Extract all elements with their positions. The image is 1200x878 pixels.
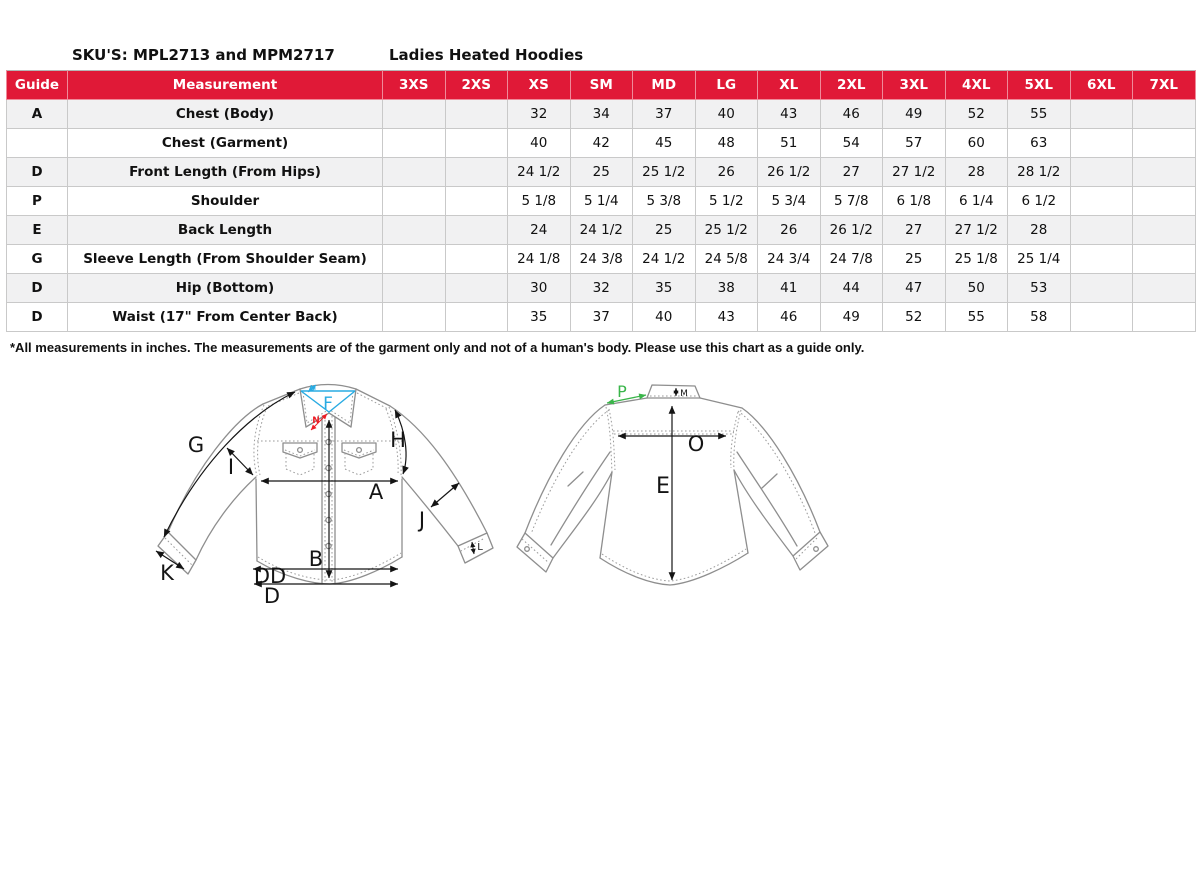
value-cell: 26 (758, 216, 821, 245)
label-j: J (418, 508, 426, 532)
label-i: I (227, 455, 235, 479)
back-labels (617, 382, 704, 499)
value-cell: 38 (695, 274, 758, 303)
column-header-4xl: 4XL (945, 71, 1008, 100)
value-cell: 32 (508, 100, 571, 129)
value-cell: 24 5/8 (695, 245, 758, 274)
measurement-cell: Waist (17" From Center Back) (68, 303, 383, 332)
value-cell: 24 1/2 (633, 245, 696, 274)
value-cell: 49 (883, 100, 946, 129)
value-cell: 27 (883, 216, 946, 245)
value-cell: 45 (633, 129, 696, 158)
value-cell: 57 (883, 129, 946, 158)
guide-cell: D (7, 303, 68, 332)
value-cell: 6 1/4 (945, 187, 1008, 216)
value-cell: 55 (945, 303, 1008, 332)
measurement-cell: Shoulder (68, 187, 383, 216)
value-cell: 35 (508, 303, 571, 332)
column-header-lg: LG (695, 71, 758, 100)
value-cell: 5 1/4 (570, 187, 633, 216)
value-cell: 41 (758, 274, 821, 303)
value-cell: 24 1/2 (570, 216, 633, 245)
label-b: B (308, 547, 324, 571)
value-cell: 5 1/2 (695, 187, 758, 216)
value-cell: 6 1/2 (1008, 187, 1071, 216)
column-header-6xl: 6XL (1070, 71, 1133, 100)
value-cell: 52 (945, 100, 1008, 129)
value-cell: 27 (820, 158, 883, 187)
guide-cell: D (7, 274, 68, 303)
value-cell: 51 (758, 129, 821, 158)
value-cell: 28 (945, 158, 1008, 187)
label-a: A (368, 480, 384, 504)
value-cell: 40 (695, 100, 758, 129)
label-g: G (187, 433, 205, 457)
label-k: K (160, 561, 174, 585)
label-m-back: M (680, 389, 688, 399)
column-header-xs: XS (508, 71, 571, 100)
label-d: D (263, 584, 281, 608)
column-header-sm: SM (570, 71, 633, 100)
value-cell: 43 (695, 303, 758, 332)
value-cell: 25 (570, 158, 633, 187)
column-header-7xl: 7XL (1133, 71, 1196, 100)
label-m-front: M (309, 384, 317, 392)
measurement-cell: Hip (Bottom) (68, 274, 383, 303)
column-header-2xl: 2XL (820, 71, 883, 100)
value-cell: 54 (820, 129, 883, 158)
value-cell: 52 (883, 303, 946, 332)
value-cell: 48 (695, 129, 758, 158)
value-cell: 25 1/2 (633, 158, 696, 187)
value-cell: 30 (508, 274, 571, 303)
label-e: E (656, 474, 670, 499)
value-cell: 47 (883, 274, 946, 303)
back-view-drawing (517, 382, 828, 585)
value-cell: 25 (883, 245, 946, 274)
value-cell: 55 (1008, 100, 1071, 129)
value-cell: 24 3/4 (758, 245, 821, 274)
value-cell: 26 1/2 (820, 216, 883, 245)
value-cell: 25 (633, 216, 696, 245)
footnote: *All measurements in inches. The measurements are of the garment only and not of a human's body. Please use this chart as a guide only. (10, 340, 865, 355)
value-cell: 63 (1008, 129, 1071, 158)
label-p: P (617, 382, 627, 401)
label-h: H (390, 428, 406, 452)
value-cell: 40 (633, 303, 696, 332)
value-cell: 5 3/8 (633, 187, 696, 216)
value-cell: 25 1/2 (695, 216, 758, 245)
value-cell: 37 (633, 100, 696, 129)
value-cell: 53 (1008, 274, 1071, 303)
sku-title: SKU'S: MPL2713 and MPM2717 (72, 46, 335, 64)
value-cell: 28 (1008, 216, 1071, 245)
column-header-md: MD (633, 71, 696, 100)
value-cell: 5 1/8 (508, 187, 571, 216)
label-f: F (323, 394, 333, 414)
measurement-cell: Chest (Garment) (68, 129, 383, 158)
column-header-guide: Guide (7, 71, 68, 100)
value-cell: 25 1/8 (945, 245, 1008, 274)
value-cell: 26 (695, 158, 758, 187)
product-title: Ladies Heated Hoodies (389, 46, 584, 64)
value-cell: 32 (570, 274, 633, 303)
measurement-cell: Sleeve Length (From Shoulder Seam) (68, 245, 383, 274)
guide-cell: A (7, 100, 68, 129)
front-view-drawing (156, 384, 493, 608)
value-cell: 24 1/2 (508, 158, 571, 187)
guide-cell: P (7, 187, 68, 216)
value-cell: 49 (820, 303, 883, 332)
value-cell: 24 3/8 (570, 245, 633, 274)
value-cell: 27 1/2 (883, 158, 946, 187)
value-cell: 35 (633, 274, 696, 303)
column-header-5xl: 5XL (1008, 71, 1071, 100)
value-cell: 34 (570, 100, 633, 129)
label-dd: DD (253, 564, 287, 588)
front-stitching (165, 392, 483, 582)
value-cell: 60 (945, 129, 1008, 158)
label-n: N (312, 416, 320, 426)
value-cell: 40 (508, 129, 571, 158)
measurement-cell: Front Length (From Hips) (68, 158, 383, 187)
value-cell: 24 1/8 (508, 245, 571, 274)
column-header-3xs: 3XS (383, 71, 446, 100)
label-l: L (477, 542, 483, 553)
value-cell: 5 7/8 (820, 187, 883, 216)
value-cell: 24 (508, 216, 571, 245)
value-cell: 28 1/2 (1008, 158, 1071, 187)
label-o: O (687, 432, 705, 456)
column-header-xl: XL (758, 71, 821, 100)
value-cell: 5 3/4 (758, 187, 821, 216)
value-cell: 43 (758, 100, 821, 129)
value-cell: 37 (570, 303, 633, 332)
measurement-cell: Back Length (68, 216, 383, 245)
value-cell: 27 1/2 (945, 216, 1008, 245)
value-cell: 46 (758, 303, 821, 332)
column-header-measurement: Measurement (68, 71, 383, 100)
value-cell: 25 1/4 (1008, 245, 1071, 274)
value-cell: 6 1/8 (883, 187, 946, 216)
column-header-2xs: 2XS (445, 71, 508, 100)
value-cell: 42 (570, 129, 633, 158)
guide-cell: E (7, 216, 68, 245)
value-cell: 58 (1008, 303, 1071, 332)
value-cell: 24 7/8 (820, 245, 883, 274)
value-cell: 26 1/2 (758, 158, 821, 187)
value-cell: 50 (945, 274, 1008, 303)
arrow-j (431, 483, 459, 507)
measurement-cell: Chest (Body) (68, 100, 383, 129)
column-header-3xl: 3XL (883, 71, 946, 100)
guide-cell: D (7, 158, 68, 187)
value-cell: 44 (820, 274, 883, 303)
value-cell: 46 (820, 100, 883, 129)
guide-cell: G (7, 245, 68, 274)
